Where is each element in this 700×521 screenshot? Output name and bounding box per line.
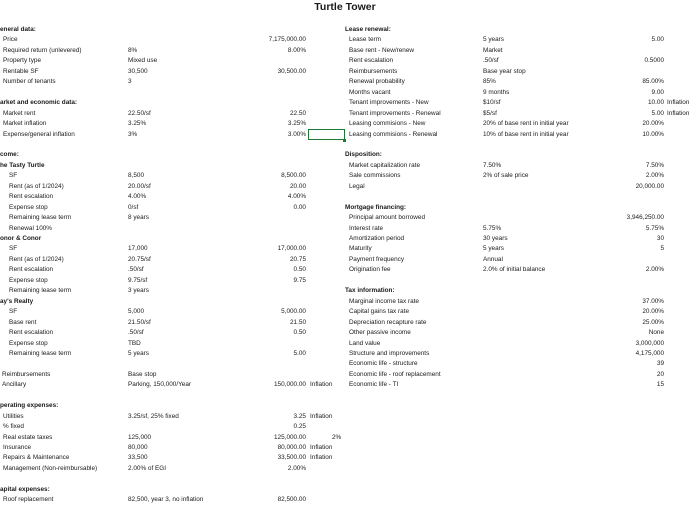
- section-heading[interactable]: arket and economic data:: [0, 99, 78, 107]
- row-label[interactable]: Reimbursements: [349, 67, 398, 75]
- row-value[interactable]: 20% of base rent in initial year: [483, 120, 569, 128]
- row-label[interactable]: Lease term: [349, 36, 381, 44]
- row-label[interactable]: Ancillary: [2, 381, 27, 389]
- row-label[interactable]: Price: [3, 36, 18, 44]
- row-value[interactable]: 7.50%: [483, 161, 502, 169]
- row-value[interactable]: 125,000: [128, 433, 152, 441]
- row-label[interactable]: Rent escalation: [349, 57, 394, 65]
- row-amount[interactable]: 8.00%: [287, 46, 306, 54]
- row-label[interactable]: Market inflation: [3, 120, 47, 128]
- row-value[interactable]: 82,500, year 3, no inflation: [128, 496, 204, 504]
- row-value[interactable]: 20.75/sf: [128, 255, 151, 263]
- row-label[interactable]: Months vacant: [349, 88, 391, 96]
- row-note[interactable]: Inflation: [310, 444, 333, 451]
- row-note[interactable]: Inflation: [310, 412, 333, 420]
- row-label[interactable]: Other passive income: [349, 329, 411, 337]
- row-amount[interactable]: 85.00%: [642, 78, 664, 86]
- section-heading[interactable]: Lease renewal:: [345, 26, 391, 33]
- row-amount[interactable]: None: [648, 329, 664, 337]
- row-label[interactable]: Leasing commisions - Renewal: [349, 130, 438, 138]
- row-label[interactable]: Rent (as of 1/2024): [9, 182, 64, 190]
- row-amount[interactable]: 4,175,000: [635, 349, 664, 357]
- row-label[interactable]: Tenant improvements - Renewal: [349, 109, 441, 117]
- row-amount[interactable]: 5: [660, 245, 664, 253]
- row-label[interactable]: Rent (as of 1/2024): [9, 255, 64, 263]
- row-label[interactable]: Depreciation recapture rate: [349, 318, 427, 326]
- row-label[interactable]: % fixed: [3, 423, 24, 431]
- section-heading[interactable]: come:: [0, 151, 19, 159]
- row-amount[interactable]: 3,946,250.00: [626, 214, 664, 222]
- row-label[interactable]: Payment frequency: [349, 255, 405, 263]
- row-amount[interactable]: 3.25%: [287, 120, 306, 128]
- row-label[interactable]: Required return (unlevered): [3, 46, 82, 54]
- row-amount[interactable]: 125,000.00: [274, 433, 306, 441]
- row-value[interactable]: $5/sf: [483, 109, 497, 117]
- row-label[interactable]: Expense stop: [9, 203, 48, 211]
- row-label[interactable]: Land value: [349, 339, 381, 347]
- row-value[interactable]: 5 years: [483, 36, 504, 44]
- row-amount[interactable]: 30: [656, 235, 664, 242]
- row-amount[interactable]: 33,500.00: [277, 454, 306, 462]
- fill-handle[interactable]: [343, 139, 346, 142]
- row-value[interactable]: 9.75/sf: [128, 276, 148, 284]
- row-label[interactable]: Management (Non-reimbursable): [3, 464, 98, 472]
- row-amount[interactable]: 10.00%: [642, 130, 664, 138]
- row-label[interactable]: Principal amount borrowed: [349, 214, 426, 222]
- row-label[interactable]: Renewal 100%: [9, 224, 52, 232]
- row-value[interactable]: 20.00/sf: [128, 182, 151, 190]
- row-label[interactable]: Sale commissions: [349, 172, 401, 180]
- row-amount[interactable]: 10.00: [648, 99, 664, 107]
- row-value[interactable]: 85%: [483, 78, 496, 86]
- row-amount[interactable]: 20.00%: [642, 308, 664, 316]
- row-label[interactable]: Amortization period: [349, 235, 405, 242]
- row-value[interactable]: 2.0% of initial balance: [483, 266, 546, 274]
- row-value[interactable]: Parking, 150,000/Year: [128, 381, 192, 389]
- row-label[interactable]: Insurance: [3, 444, 32, 451]
- row-label[interactable]: Market rent: [3, 109, 36, 117]
- row-label[interactable]: Remaining lease term: [9, 214, 72, 222]
- row-amount[interactable]: 5.00: [293, 349, 306, 357]
- row-amount[interactable]: 21.50: [290, 318, 306, 326]
- row-value[interactable]: 2% of sale price: [483, 172, 529, 180]
- row-label[interactable]: Roof replacement: [3, 496, 54, 504]
- row-label[interactable]: Property type: [3, 57, 42, 65]
- row-value[interactable]: 30 years: [483, 235, 508, 242]
- row-value[interactable]: .50/sf: [483, 57, 499, 65]
- row-extra[interactable]: 2%: [332, 433, 342, 441]
- row-value[interactable]: .50/sf: [128, 329, 144, 337]
- row-amount[interactable]: 3.00%: [287, 130, 306, 138]
- row-amount[interactable]: 4.00%: [287, 193, 306, 201]
- row-label[interactable]: Expense stop: [9, 276, 48, 284]
- row-label[interactable]: Number of tenants: [3, 78, 56, 86]
- row-amount[interactable]: 20,000.00: [635, 182, 664, 190]
- row-note[interactable]: Inflation: [310, 381, 333, 389]
- row-value[interactable]: 0/sf: [128, 203, 139, 211]
- row-amount[interactable]: 82,500.00: [277, 496, 306, 504]
- section-heading[interactable]: Tax information:: [345, 287, 395, 295]
- row-amount[interactable]: 37.00%: [642, 297, 664, 305]
- sheet-title: Turtle Tower: [314, 1, 376, 13]
- row-label[interactable]: Marginal income tax rate: [349, 297, 419, 305]
- row-label[interactable]: Origination fee: [349, 266, 391, 274]
- row-value[interactable]: 9 months: [483, 88, 510, 96]
- row-amount[interactable]: 5.00: [651, 36, 664, 44]
- row-amount[interactable]: 7,175,000.00: [268, 36, 306, 44]
- row-amount[interactable]: 80,000.00: [277, 444, 306, 451]
- row-value[interactable]: .50/sf: [128, 266, 144, 274]
- row-label[interactable]: Economic life - TI: [349, 381, 399, 389]
- row-label[interactable]: Capital gains tax rate: [349, 308, 410, 316]
- row-label[interactable]: Remaining lease term: [9, 287, 72, 295]
- row-value[interactable]: 30,500: [128, 67, 148, 75]
- row-value[interactable]: 8,500: [128, 172, 144, 180]
- row-value[interactable]: Base year stop: [483, 67, 526, 75]
- row-label[interactable]: Economic life - roof replacement: [349, 370, 441, 378]
- row-label[interactable]: SF: [9, 245, 18, 253]
- row-label[interactable]: Expense/general inflation: [3, 130, 75, 138]
- row-label[interactable]: Rent escalation: [9, 266, 54, 274]
- row-label[interactable]: Renewal probability: [349, 78, 405, 86]
- row-amount[interactable]: 25.00%: [642, 318, 664, 326]
- row-value[interactable]: 5,000: [128, 308, 144, 316]
- row-amount[interactable]: 9.75: [293, 276, 306, 284]
- row-value[interactable]: 10% of base rent in initial year: [483, 130, 569, 138]
- row-value[interactable]: 3%: [128, 130, 138, 138]
- tenant-name[interactable]: ay's Realty: [0, 297, 34, 305]
- section-heading[interactable]: Mortgage financing:: [345, 203, 407, 211]
- row-value[interactable]: 80,000: [128, 444, 148, 451]
- row-value[interactable]: 3.25/sf, 25% fixed: [128, 412, 179, 420]
- row-value[interactable]: 17,000: [128, 245, 148, 253]
- row-amount[interactable]: 20.75: [290, 255, 306, 263]
- row-amount[interactable]: 0.5000: [644, 57, 664, 65]
- row-label[interactable]: Tenant improvements - New: [349, 99, 429, 107]
- section-heading[interactable]: perating expenses:: [0, 402, 59, 410]
- row-value[interactable]: 5 years: [128, 349, 149, 357]
- row-label[interactable]: Interest rate: [349, 224, 384, 232]
- row-value[interactable]: 8 years: [128, 214, 149, 222]
- row-amount[interactable]: 2.00%: [645, 266, 664, 274]
- row-label[interactable]: Market capitalization rate: [349, 161, 421, 169]
- row-amount[interactable]: 9.00: [651, 88, 664, 96]
- row-value[interactable]: Annual: [483, 255, 503, 263]
- row-label[interactable]: Repairs & Maintenance: [3, 454, 70, 462]
- row-label[interactable]: Expense stop: [9, 339, 48, 347]
- row-amount[interactable]: 2.00%: [287, 464, 306, 472]
- row-value[interactable]: 21.50/sf: [128, 318, 151, 326]
- row-label[interactable]: Rent escalation: [9, 193, 54, 201]
- selected-cell-outline[interactable]: [308, 129, 345, 140]
- row-amount[interactable]: 2.00%: [645, 172, 664, 180]
- row-amount[interactable]: 0.00: [293, 203, 306, 211]
- row-value[interactable]: 33,500: [128, 454, 148, 462]
- tenant-name[interactable]: he Tasty Turtle: [0, 161, 45, 169]
- row-amount[interactable]: 0.50: [293, 329, 306, 337]
- row-amount[interactable]: 5,000.00: [281, 308, 306, 316]
- row-note[interactable]: Inflation: [667, 109, 690, 117]
- row-value[interactable]: 3: [128, 78, 132, 86]
- row-note[interactable]: Inflation: [310, 454, 333, 462]
- row-amount[interactable]: 5.75%: [645, 224, 664, 232]
- row-amount[interactable]: 3,000,000: [635, 339, 664, 347]
- row-label[interactable]: Structure and improvements: [349, 349, 430, 357]
- row-label[interactable]: Base rent: [9, 318, 37, 326]
- row-amount[interactable]: 15: [656, 381, 664, 389]
- row-amount[interactable]: 150,000.00: [274, 381, 306, 389]
- row-amount[interactable]: 20: [656, 370, 664, 378]
- row-label[interactable]: Remaining lease term: [9, 349, 72, 357]
- row-amount[interactable]: 3.25: [293, 412, 306, 420]
- row-value[interactable]: $10/sf: [483, 99, 501, 107]
- row-amount[interactable]: 0.50: [293, 266, 306, 274]
- row-label[interactable]: SF: [9, 308, 18, 316]
- row-value[interactable]: 3 years: [128, 287, 149, 295]
- row-label[interactable]: Utilities: [3, 412, 24, 420]
- row-value[interactable]: 22.50/sf: [128, 109, 151, 117]
- row-label[interactable]: Economic life - structure: [349, 360, 418, 368]
- row-label[interactable]: Legal: [349, 182, 365, 190]
- row-value[interactable]: TBD: [128, 339, 141, 347]
- row-value[interactable]: 5.75%: [483, 224, 502, 232]
- row-value[interactable]: Base stop: [128, 370, 157, 378]
- section-heading[interactable]: apital expenses:: [0, 485, 50, 493]
- row-value[interactable]: 2.00% of EGI: [128, 464, 167, 472]
- row-amount[interactable]: 30,500.00: [277, 67, 306, 75]
- row-value[interactable]: 3.25%: [128, 120, 147, 128]
- row-amount[interactable]: 20.00: [290, 182, 306, 190]
- row-label[interactable]: Real estate taxes: [3, 433, 53, 441]
- row-label[interactable]: Rent escalation: [9, 329, 54, 337]
- row-value[interactable]: 8%: [128, 46, 138, 54]
- row-amount[interactable]: 0.25: [293, 423, 306, 431]
- row-note[interactable]: Inflation: [667, 99, 690, 107]
- row-value[interactable]: 5 years: [483, 245, 504, 253]
- row-amount[interactable]: 7.50%: [645, 161, 664, 169]
- row-amount[interactable]: 22.50: [290, 109, 306, 117]
- row-amount[interactable]: 17,000.00: [277, 245, 306, 253]
- row-label[interactable]: SF: [9, 172, 18, 180]
- row-value[interactable]: 4.00%: [128, 193, 147, 201]
- row-value[interactable]: Market: [483, 46, 503, 54]
- row-label[interactable]: Rentable SF: [3, 67, 39, 75]
- row-label[interactable]: Reimbursements: [2, 370, 51, 378]
- row-value[interactable]: Mixed use: [128, 57, 158, 65]
- section-heading[interactable]: eneral data:: [0, 26, 36, 33]
- tenant-name[interactable]: onor & Conor: [0, 235, 42, 242]
- row-label[interactable]: Maturity: [349, 245, 372, 253]
- section-heading[interactable]: Disposition:: [345, 151, 382, 159]
- row-label[interactable]: Leasing commisions - New: [349, 120, 426, 128]
- row-label[interactable]: Base rent - New/renew: [349, 46, 414, 54]
- row-amount[interactable]: 8,500.00: [281, 172, 306, 180]
- row-amount[interactable]: 20.00%: [642, 120, 664, 128]
- row-amount[interactable]: 5.00: [651, 109, 664, 117]
- row-amount[interactable]: 39: [656, 360, 664, 368]
